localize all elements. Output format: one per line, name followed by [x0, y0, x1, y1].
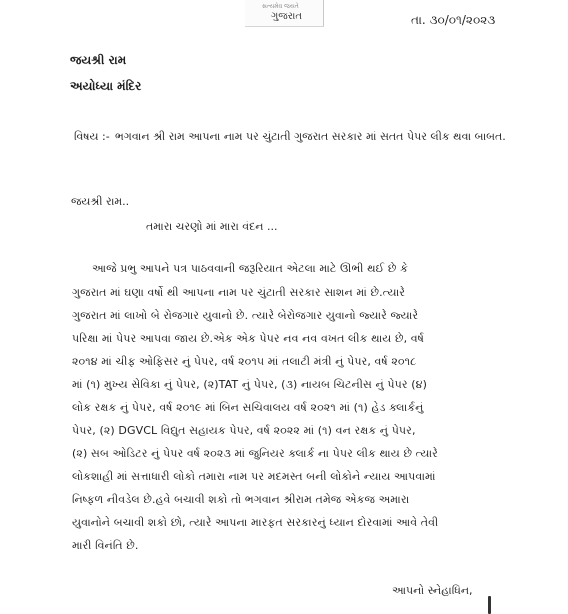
subject-text: ભગવાન શ્રી રામ આપના નામ પર ચુંટાતી ગુજરાત સરકાર માં સતત પેપર લીક થવા બાબત. [115, 130, 506, 143]
body-line: માં (૧) મુખ્ય સેવિકા નું પેપર, (૨)TAT નું પેપર, (૩) નાયબ ચિટનીસ નું પેપર (૪) [72, 378, 427, 391]
body-line: યુવાનોને બચાવી શકો છો, ત્યારે આપના મારફત સરકારનું ધ્યાન દોરવામાં આવે તેવી [72, 516, 439, 529]
body-line: લોકશાહી માં સત્તાધારી લોકો તમારા નામ પર મદમસ્ત બની લોકોને ન્યાય આપવામાં [72, 470, 436, 483]
body-line: મારી વિનંતિ છે. [72, 539, 139, 552]
closing: આપનો સ્નેહાધિન, [392, 584, 473, 597]
addressee-line-1: જયશ્રી રામ [70, 53, 127, 67]
body-line: ગુજરાત માં ઘણા વર્ષો થી આપના નામ પર ચુંટાતી સરકાર સાશન માં છે.ત્યારે [72, 286, 406, 299]
body-line: ૨૦૧૪ માં ચીફ ઓફિસર નું પેપર, વર્ષ ૨૦૧૫ માં તલાટી મંત્રી નું પેપર, વર્ષ ૨૦૧૮ [72, 355, 417, 368]
body-line: પેપર, (૨) DGVCL વિદ્યુત સહાયક પેપર, વર્ષ ૨૦૨૨ માં (૧) વન રક્ષક નું પેપર, [72, 424, 416, 437]
body-line: (૨) સબ ઓડિટર નું પેપર વર્ષ ૨૦૨૩ માં જુનિયર ક્લાર્ક ના પેપર લીક થાય છે ત્યારે [72, 447, 438, 460]
body-line: પરિક્ષા માં પેપર આપવા જાય છે.એક એક પેપર નવ નવ વખત લીક થાય છે, વર્ષ [72, 332, 425, 345]
letterhead-state: ગુજરાત [271, 11, 303, 22]
greeting: તમારા ચરણો માં મારા વંદન ... [146, 220, 278, 233]
body-line: ગુજરાત માં લાખો બે રોજગાર યુવાનો છે. ત્યારે બેરોજગાર યુવાનો જ્યારે જ્યારે [72, 309, 419, 322]
letter-date: તા. ૩૦/૦૧/૨૦૨૩ [411, 13, 496, 27]
addressee-line-2: અયોધ્યા મંદિર [70, 79, 142, 93]
subject-label: વિષય :- [74, 130, 110, 143]
body-line: આજે પ્રભુ આપને પત્ર પાઠવવાની જરૂરિયાત એટલા માટે ઊભી થઈ છે કે [92, 262, 408, 275]
body-line: નિષ્ફળ નીવડેલ છે.હવે બચાવી શકો તો ભગવાન શ્રીરામ તમેજ એકજ અમારા [72, 493, 410, 506]
signature-mark [488, 596, 491, 614]
salutation: જયશ્રી રામ.. [71, 195, 130, 208]
body-line: લોક રક્ષક નું પેપર, વર્ષ ૨૦૧૯ માં બિન સચિવાલય વર્ષ ૨૦૨૧ માં (૧) હેડ ક્લાર્કનું [72, 401, 424, 414]
letterhead-tagline: સત્યમેવ જયતે [262, 3, 299, 10]
